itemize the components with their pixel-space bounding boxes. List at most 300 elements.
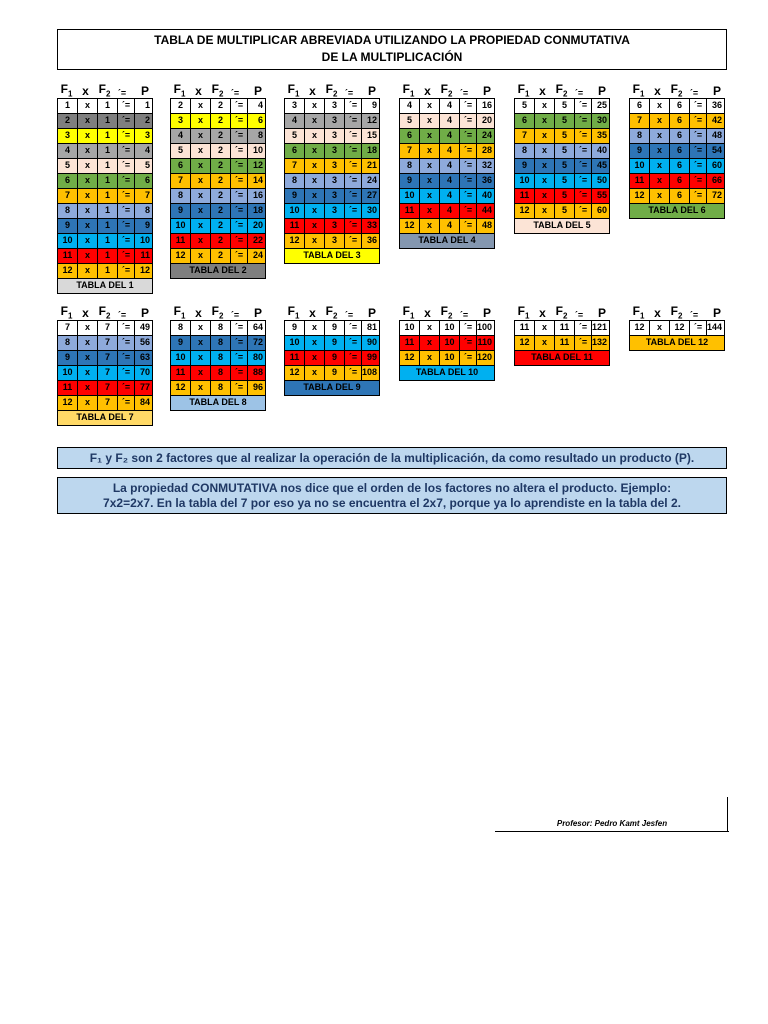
times-cell: x (191, 351, 211, 365)
factor2-cell: 1 (98, 249, 118, 263)
header-factor2: $F_2$ (325, 81, 338, 98)
header-product: P (597, 84, 606, 98)
product-cell: 12 (366, 115, 377, 125)
factor2-cell: 11 (555, 321, 575, 335)
equals-cell: ´= (118, 336, 135, 350)
table-label: TABLA DEL 6 (629, 204, 725, 219)
table-row (284, 366, 380, 381)
table-row (57, 396, 153, 411)
factor2-cell: 3 (325, 159, 345, 173)
factor2-cell: 10 (440, 321, 460, 335)
product-cell: 24 (366, 175, 377, 185)
factor1-cell: 10 (171, 351, 191, 365)
page-title-box (57, 29, 727, 70)
equals-cell: ´= (118, 99, 135, 113)
professor-signature: Profesor: Pedro Kamt Jesfen (495, 817, 729, 832)
table-row (514, 204, 610, 219)
factor1-cell: 7 (515, 129, 535, 143)
factor1-cell: 11 (171, 234, 191, 248)
times-cell: x (650, 189, 670, 203)
product-cell: 4 (257, 100, 263, 110)
factor1-cell: 9 (515, 159, 535, 173)
times-cell: x (78, 114, 98, 128)
product-cell: 28 (481, 145, 492, 155)
times-table-7 (57, 301, 153, 426)
factor2-cell: 2 (211, 144, 231, 158)
factor1-cell: 10 (630, 159, 650, 173)
table-row (399, 129, 495, 144)
product-cell: 60 (711, 160, 722, 170)
product-cell: 24 (252, 250, 263, 260)
factor2-cell: 12 (670, 321, 690, 335)
header-factor1: $F_1$ (60, 81, 73, 98)
factor2-cell: 6 (670, 144, 690, 158)
table-label: TABLA DEL 4 (399, 234, 495, 249)
equals-cell: ´= (460, 114, 477, 128)
header-factor1: $F_1$ (517, 303, 530, 320)
header-factor1: $F_1$ (402, 303, 415, 320)
header-factor2: $F_2$ (440, 303, 453, 320)
times-cell: x (420, 189, 440, 203)
equals-cell: ´= (690, 114, 707, 128)
factor2-cell: 4 (440, 174, 460, 188)
factor1-cell: 11 (400, 336, 420, 350)
table-row (629, 189, 725, 204)
table-row (170, 320, 266, 336)
header-equals: ´= (459, 88, 469, 98)
equals-cell: ´= (460, 99, 477, 113)
times-cell: x (535, 144, 555, 158)
equals-cell: ´= (460, 174, 477, 188)
header-equals: ´= (689, 88, 699, 98)
times-table-11 (514, 301, 610, 366)
factor1-cell: 10 (515, 174, 535, 188)
factor1-cell: 11 (58, 249, 78, 263)
table-row (284, 219, 380, 234)
table-label: TABLA DEL 8 (170, 396, 266, 411)
factor1-cell: 6 (630, 99, 650, 113)
header-product: P (597, 306, 606, 320)
times-cell: x (420, 336, 440, 350)
factor1-cell: 8 (171, 189, 191, 203)
factors-note (57, 447, 727, 469)
times-cell: x (420, 351, 440, 365)
equals-cell: ´= (575, 204, 592, 218)
table-row (57, 351, 153, 366)
table-row (170, 189, 266, 204)
header-times: x (309, 306, 316, 320)
times-cell: x (78, 321, 98, 335)
table-row (57, 114, 153, 129)
table-row (514, 144, 610, 159)
factor2-cell: 2 (211, 114, 231, 128)
product-cell: 54 (711, 145, 722, 155)
factor2-cell: 9 (325, 351, 345, 365)
times-cell: x (420, 99, 440, 113)
header-product: P (482, 306, 491, 320)
table-header (629, 301, 725, 320)
times-cell: x (305, 204, 325, 218)
times-cell: x (191, 174, 211, 188)
product-cell: 6 (257, 115, 263, 125)
product-cell: 64 (252, 322, 263, 332)
times-cell: x (535, 336, 555, 350)
times-cell: x (305, 99, 325, 113)
times-cell: x (78, 174, 98, 188)
factor2-cell: 1 (98, 219, 118, 233)
equals-cell: ´= (231, 381, 248, 395)
table-row (284, 320, 380, 336)
product-cell: 24 (481, 130, 492, 140)
table-row (170, 144, 266, 159)
factor2-cell: 8 (211, 351, 231, 365)
times-cell: x (420, 174, 440, 188)
equals-cell: ´= (118, 264, 135, 278)
times-table-2 (170, 79, 266, 279)
factor2-cell: 2 (211, 129, 231, 143)
header-times: x (539, 306, 546, 320)
factor1-cell: 9 (171, 204, 191, 218)
factor2-cell: 4 (440, 129, 460, 143)
factor2-cell: 4 (440, 189, 460, 203)
header-equals: ´= (689, 310, 699, 320)
factor1-cell: 9 (400, 174, 420, 188)
product-cell: 90 (366, 337, 377, 347)
factor2-cell: 6 (670, 189, 690, 203)
header-factor2: $F_2$ (670, 303, 683, 320)
table-row (170, 366, 266, 381)
factor2-cell: 1 (98, 99, 118, 113)
equals-cell: ´= (118, 234, 135, 248)
times-cell: x (305, 234, 325, 248)
factor2-cell: 7 (98, 321, 118, 335)
product-cell: 15 (366, 130, 377, 140)
equals-cell: ´= (345, 174, 362, 188)
times-table-3 (284, 79, 380, 264)
factor1-cell: 5 (515, 99, 535, 113)
times-cell: x (78, 396, 98, 410)
factor1-cell: 12 (58, 264, 78, 278)
product-cell: 8 (257, 130, 263, 140)
table-row (170, 219, 266, 234)
commutative-note-line1: La propiedad CONMUTATIVA nos dice que el orden de los factores no altera el producto. Ejemplo: (112, 481, 672, 495)
times-cell: x (535, 189, 555, 203)
factor2-cell: 7 (98, 381, 118, 395)
product-cell: 72 (252, 337, 263, 347)
equals-cell: ´= (345, 99, 362, 113)
factor2-cell: 10 (440, 336, 460, 350)
product-cell: 10 (139, 235, 150, 245)
table-row (57, 98, 153, 114)
product-cell: 9 (371, 100, 377, 110)
times-table-12 (629, 301, 725, 351)
factor1-cell: 5 (58, 159, 78, 173)
factor1-cell: 4 (285, 114, 305, 128)
table-row (57, 264, 153, 279)
factor2-cell: 1 (98, 159, 118, 173)
equals-cell: ´= (345, 114, 362, 128)
table-row (399, 204, 495, 219)
product-cell: 7 (144, 190, 150, 200)
factor1-cell: 8 (171, 321, 191, 335)
times-cell: x (305, 219, 325, 233)
product-cell: 40 (481, 190, 492, 200)
header-factor2: $F_2$ (98, 303, 111, 320)
factor1-cell: 8 (58, 336, 78, 350)
factor1-cell: 4 (171, 129, 191, 143)
table-row (170, 249, 266, 264)
factor1-cell: 6 (171, 159, 191, 173)
product-cell: 2 (144, 115, 150, 125)
product-cell: 20 (252, 220, 263, 230)
table-row (629, 98, 725, 114)
times-cell: x (191, 99, 211, 113)
equals-cell: ´= (575, 144, 592, 158)
table-label: TABLA DEL 12 (629, 336, 725, 351)
times-cell: x (420, 114, 440, 128)
factor1-cell: 7 (285, 159, 305, 173)
factor2-cell: 1 (98, 204, 118, 218)
table-row (170, 234, 266, 249)
factor1-cell: 2 (171, 99, 191, 113)
header-factor2: $F_2$ (440, 81, 453, 98)
factor2-cell: 2 (211, 99, 231, 113)
factor2-cell: 6 (670, 174, 690, 188)
times-cell: x (535, 321, 555, 335)
factor2-cell: 3 (325, 114, 345, 128)
equals-cell: ´= (460, 204, 477, 218)
table-row (170, 174, 266, 189)
table-row (514, 114, 610, 129)
equals-cell: ´= (231, 114, 248, 128)
times-cell: x (78, 159, 98, 173)
product-cell: 49 (139, 322, 150, 332)
factor1-cell: 12 (58, 396, 78, 410)
commutative-note-line2: 7x2=2x7. En la tabla del 7 por eso ya no se encuentra el 2x7, porque ya lo aprendiste en la tabla del 2. (103, 496, 681, 510)
equals-cell: ´= (690, 189, 707, 203)
header-product: P (482, 84, 491, 98)
factor1-cell: 10 (58, 234, 78, 248)
table-row (399, 320, 495, 336)
factor2-cell: 4 (440, 159, 460, 173)
times-cell: x (191, 336, 211, 350)
times-cell: x (305, 189, 325, 203)
factor2-cell: 9 (325, 321, 345, 335)
equals-cell: ´= (231, 366, 248, 380)
equals-cell: ´= (231, 219, 248, 233)
factor1-cell: 9 (285, 321, 305, 335)
factor2-cell: 1 (98, 174, 118, 188)
times-table-4 (399, 79, 495, 249)
factor1-cell: 7 (171, 174, 191, 188)
header-equals: ´= (574, 88, 584, 98)
factor1-cell: 12 (285, 234, 305, 248)
table-row (399, 159, 495, 174)
equals-cell: ´= (118, 396, 135, 410)
equals-cell: ´= (118, 351, 135, 365)
table-row (629, 114, 725, 129)
factor2-cell: 3 (325, 144, 345, 158)
product-cell: 81 (366, 322, 377, 332)
product-cell: 60 (596, 205, 607, 215)
factor2-cell: 4 (440, 99, 460, 113)
factor2-cell: 10 (440, 351, 460, 365)
equals-cell: ´= (345, 144, 362, 158)
header-times: x (195, 306, 202, 320)
equals-cell: ´= (118, 366, 135, 380)
table-row (514, 336, 610, 351)
table-row (284, 159, 380, 174)
equals-cell: ´= (118, 321, 135, 335)
factors-note-text: F₁ y F₂ son 2 factores que al realizar la operación de la multiplicación, da como resultado un producto (P). (89, 451, 695, 465)
factor1-cell: 5 (400, 114, 420, 128)
times-cell: x (305, 114, 325, 128)
times-cell: x (650, 321, 670, 335)
factor1-cell: 11 (171, 366, 191, 380)
factor1-cell: 10 (285, 336, 305, 350)
table-row (57, 249, 153, 264)
header-factor1: $F_1$ (632, 81, 645, 98)
factor1-cell: 6 (515, 114, 535, 128)
product-cell: 72 (711, 190, 722, 200)
factor2-cell: 8 (211, 381, 231, 395)
table-row (57, 320, 153, 336)
equals-cell: ´= (231, 129, 248, 143)
factor2-cell: 1 (98, 189, 118, 203)
header-product: P (140, 84, 149, 98)
factor2-cell: 5 (555, 204, 575, 218)
product-cell: 30 (366, 205, 377, 215)
table-row (57, 174, 153, 189)
header-equals: ´= (574, 310, 584, 320)
factor2-cell: 9 (325, 366, 345, 380)
header-times: x (424, 306, 431, 320)
product-cell: 5 (144, 160, 150, 170)
times-cell: x (305, 351, 325, 365)
factor1-cell: 9 (630, 144, 650, 158)
factor2-cell: 2 (211, 234, 231, 248)
times-cell: x (78, 234, 98, 248)
equals-cell: ´= (345, 159, 362, 173)
table-row (170, 98, 266, 114)
times-cell: x (420, 321, 440, 335)
product-cell: 18 (252, 205, 263, 215)
table-row (57, 336, 153, 351)
product-cell: 18 (366, 145, 377, 155)
equals-cell: ´= (460, 336, 477, 350)
equals-cell: ´= (690, 99, 707, 113)
product-cell: 108 (362, 367, 378, 377)
times-cell: x (420, 159, 440, 173)
times-cell: x (78, 381, 98, 395)
product-cell: 88 (252, 367, 263, 377)
times-cell: x (78, 204, 98, 218)
table-header (57, 79, 153, 98)
times-cell: x (191, 366, 211, 380)
factor2-cell: 6 (670, 129, 690, 143)
factor1-cell: 10 (58, 366, 78, 380)
factor2-cell: 7 (98, 336, 118, 350)
product-cell: 99 (366, 352, 377, 362)
table-label: TABLA DEL 1 (57, 279, 153, 294)
factor1-cell: 11 (285, 351, 305, 365)
factor1-cell: 3 (171, 114, 191, 128)
table-row (284, 98, 380, 114)
product-cell: 33 (366, 220, 377, 230)
times-cell: x (191, 381, 211, 395)
table-row (284, 204, 380, 219)
table-header (170, 301, 266, 320)
product-cell: 10 (252, 145, 263, 155)
times-cell: x (650, 114, 670, 128)
factor1-cell: 5 (285, 129, 305, 143)
factor2-cell: 5 (555, 174, 575, 188)
equals-cell: ´= (575, 99, 592, 113)
table-label: TABLA DEL 2 (170, 264, 266, 279)
header-equals: ´= (344, 88, 354, 98)
factor2-cell: 8 (211, 321, 231, 335)
times-cell: x (78, 99, 98, 113)
factor2-cell: 11 (555, 336, 575, 350)
factor2-cell: 3 (325, 99, 345, 113)
table-row (399, 144, 495, 159)
factor2-cell: 1 (98, 144, 118, 158)
equals-cell: ´= (345, 189, 362, 203)
equals-cell: ´= (231, 234, 248, 248)
table-row (399, 189, 495, 204)
equals-cell: ´= (231, 99, 248, 113)
times-cell: x (420, 144, 440, 158)
factor1-cell: 7 (58, 189, 78, 203)
factor1-cell: 9 (58, 219, 78, 233)
times-cell: x (78, 264, 98, 278)
product-cell: 96 (252, 382, 263, 392)
factor2-cell: 7 (98, 351, 118, 365)
factor2-cell: 3 (325, 189, 345, 203)
table-label: TABLA DEL 11 (514, 351, 610, 366)
times-cell: x (650, 99, 670, 113)
header-factor1: $F_1$ (632, 303, 645, 320)
table-header (629, 79, 725, 98)
product-cell: 70 (139, 367, 150, 377)
header-times: x (195, 84, 202, 98)
factor2-cell: 5 (555, 129, 575, 143)
table-row (284, 174, 380, 189)
table-row (399, 336, 495, 351)
times-table-5 (514, 79, 610, 234)
factor2-cell: 8 (211, 336, 231, 350)
product-cell: 63 (139, 352, 150, 362)
factor2-cell: 2 (211, 189, 231, 203)
times-cell: x (78, 336, 98, 350)
table-row (514, 129, 610, 144)
times-cell: x (650, 129, 670, 143)
table-header (284, 79, 380, 98)
table-row (629, 144, 725, 159)
product-cell: 35 (596, 130, 607, 140)
header-product: P (712, 84, 721, 98)
equals-cell: ´= (575, 129, 592, 143)
page-title-line2: DE LA MULTIPLICACIÓN (321, 50, 463, 64)
equals-cell: ´= (118, 144, 135, 158)
factor2-cell: 7 (98, 366, 118, 380)
header-factor2: $F_2$ (555, 81, 568, 98)
times-cell: x (535, 114, 555, 128)
factor1-cell: 11 (285, 219, 305, 233)
header-times: x (82, 84, 89, 98)
times-cell: x (650, 144, 670, 158)
factor1-cell: 4 (400, 99, 420, 113)
